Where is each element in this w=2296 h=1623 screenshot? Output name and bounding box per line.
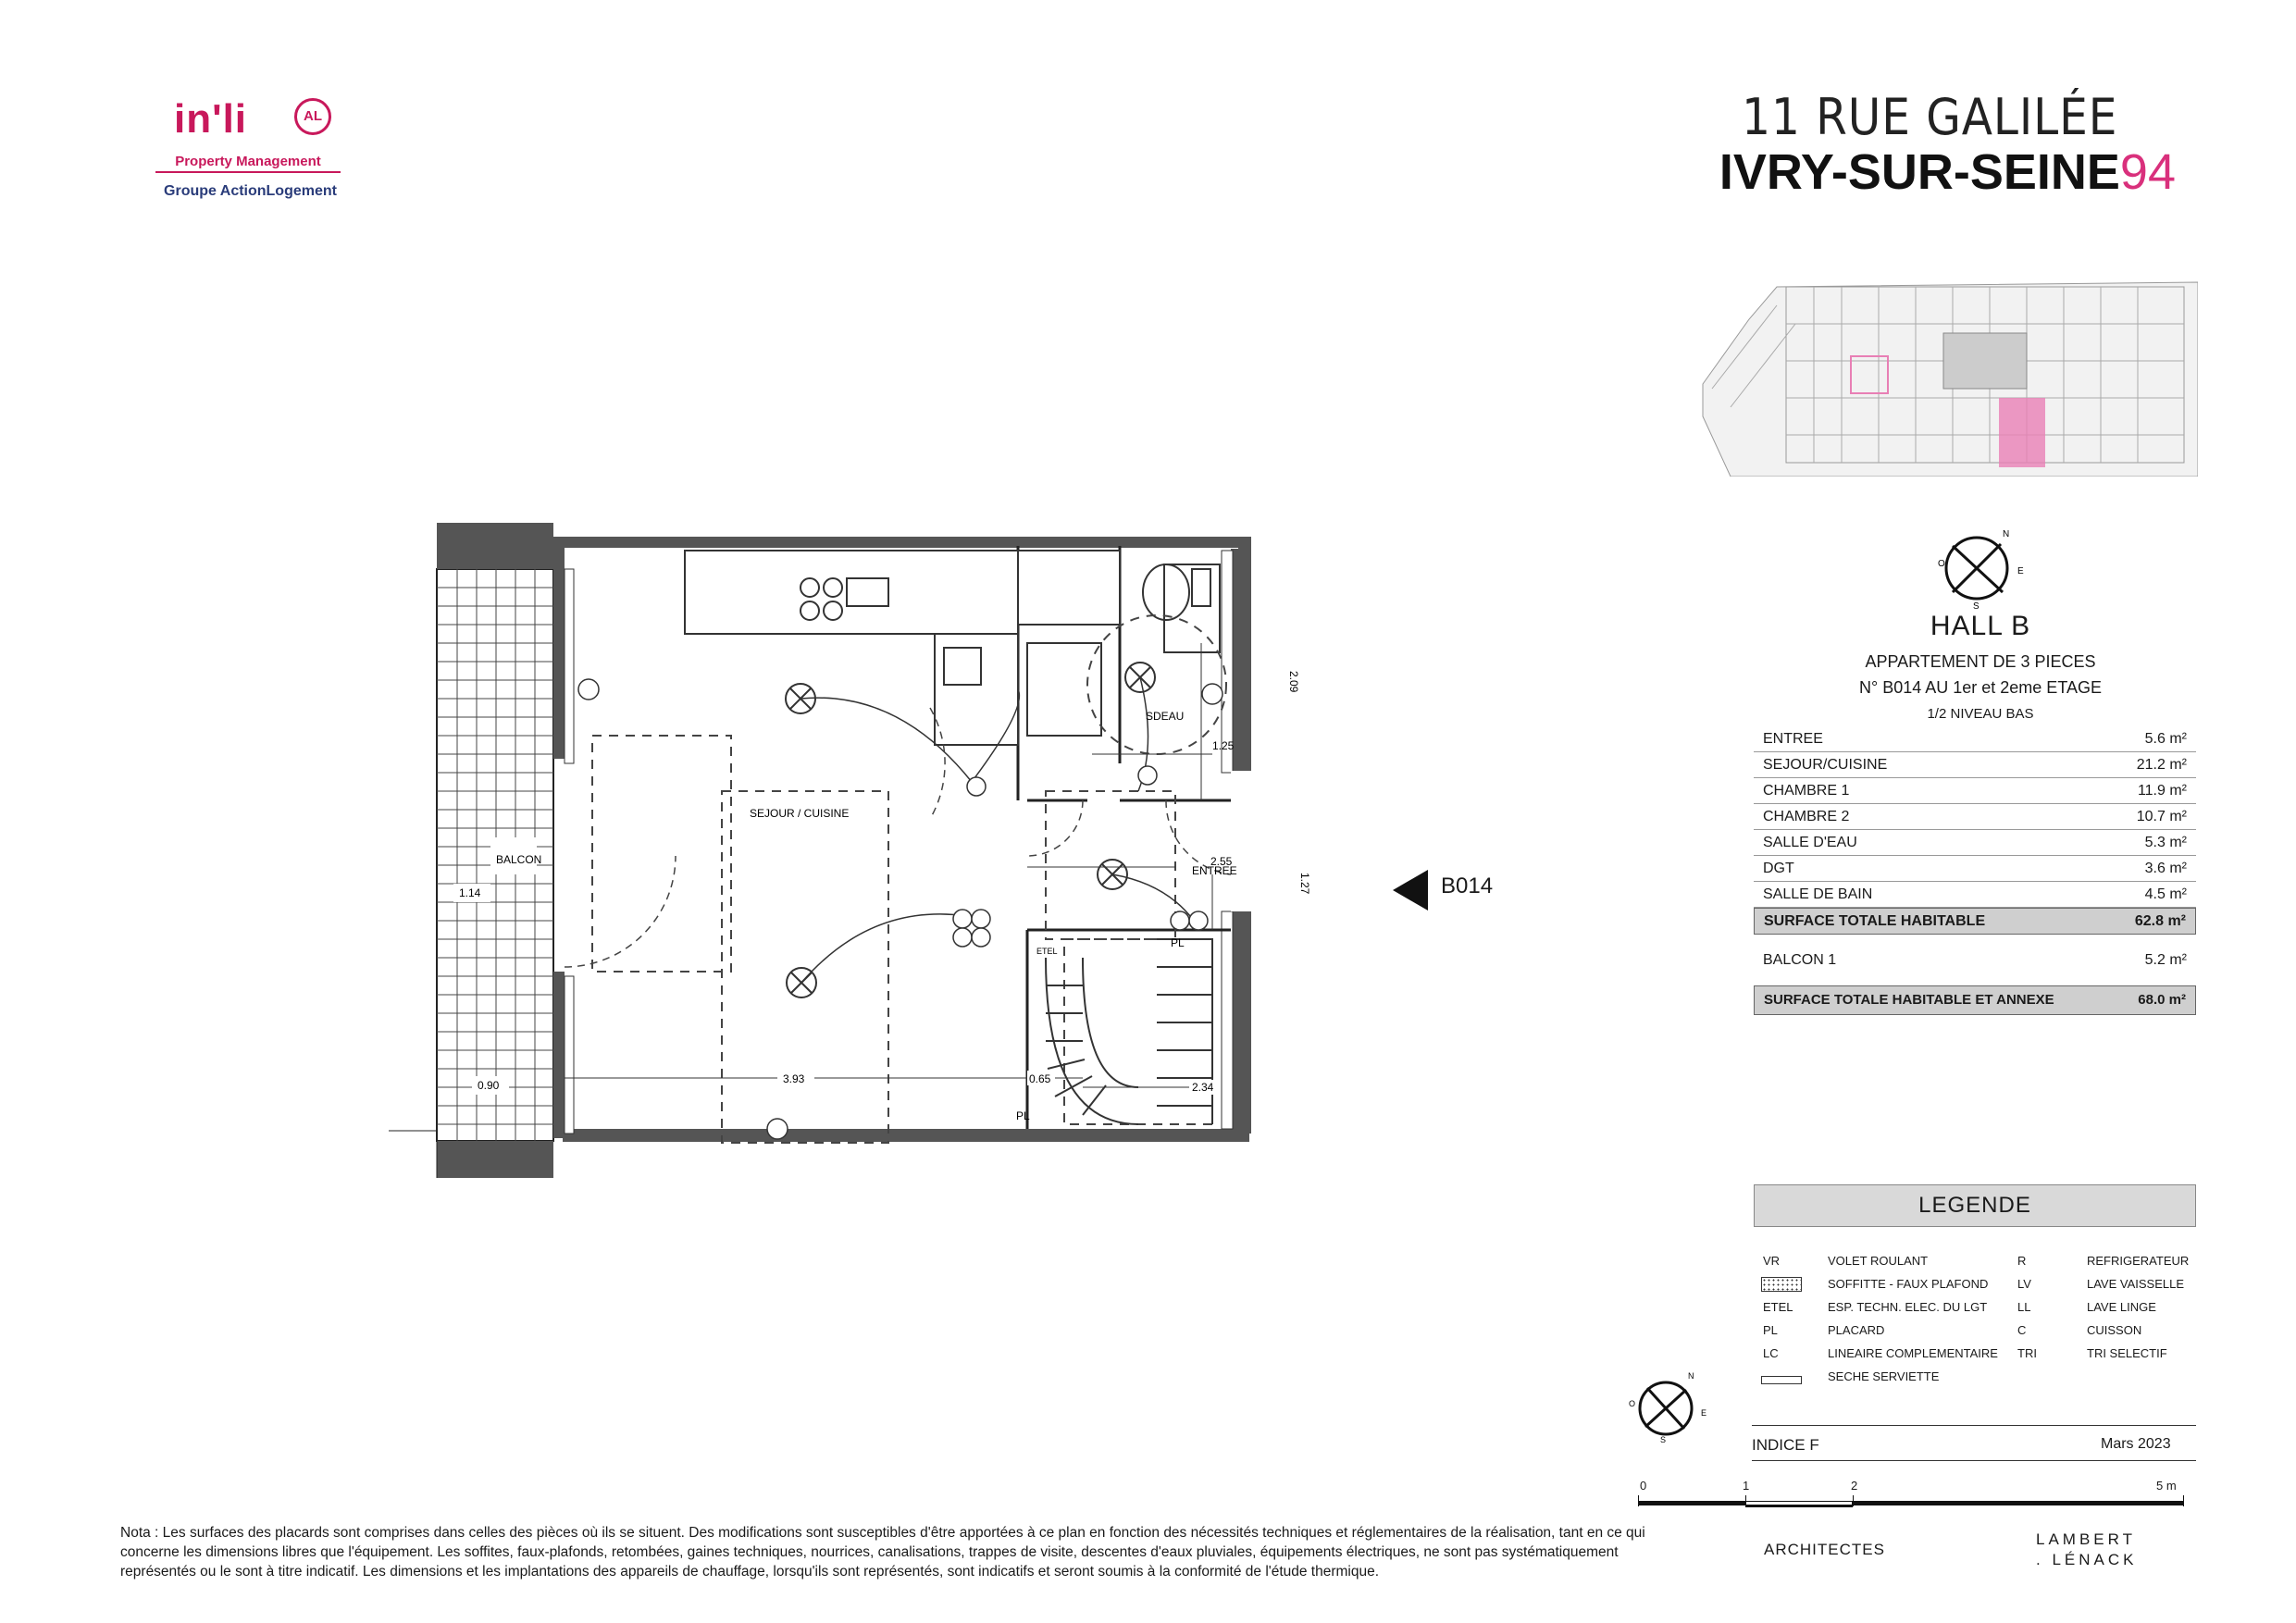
surface-value: 5.6 m² bbox=[2144, 731, 2187, 747]
grand-total-row bbox=[1754, 985, 2196, 1015]
surface-label: DGT bbox=[1763, 861, 1794, 876]
room-label-etel: ETEL bbox=[1036, 947, 1058, 956]
architect-name-1: LAMBERT bbox=[2036, 1530, 2136, 1548]
legend-list bbox=[1754, 1254, 2198, 1393]
surface-row bbox=[1754, 856, 2196, 882]
legend-row bbox=[1754, 1369, 2198, 1393]
legend-code: LC bbox=[1763, 1346, 1779, 1360]
legend-code: PL bbox=[1763, 1323, 1778, 1337]
dim-label: 3.93 bbox=[783, 1072, 805, 1085]
logo-group: Groupe ActionLogement bbox=[164, 183, 337, 199]
balcony-area bbox=[437, 523, 553, 1178]
surface-row bbox=[1754, 752, 2196, 778]
kitchen bbox=[685, 551, 1018, 745]
surface-value: 4.5 m² bbox=[2144, 886, 2187, 902]
spacer bbox=[1754, 935, 2196, 948]
legend-header: LEGENDE bbox=[1754, 1184, 2196, 1227]
dim-label: 2.55 bbox=[1210, 855, 1233, 868]
compass-o: O bbox=[1938, 559, 1945, 569]
placard-label: PL bbox=[1171, 936, 1185, 949]
compass-s: S bbox=[1973, 601, 1980, 611]
surface-label: SALLE D'EAU bbox=[1763, 835, 1857, 850]
legend-text: PLACARD bbox=[1828, 1323, 1885, 1337]
legend-text: SOFFITTE - FAUX PLAFOND bbox=[1828, 1277, 1989, 1291]
architects-label: ARCHITECTES bbox=[1764, 1541, 1885, 1558]
apartment-type: APPARTEMENT DE 3 PIECES bbox=[1865, 652, 2096, 671]
scale-label: 1 bbox=[1743, 1479, 1750, 1493]
legend-row bbox=[1754, 1277, 2198, 1300]
logo-subtitle: Property Management bbox=[155, 154, 341, 173]
scale-label: 0 bbox=[1640, 1479, 1647, 1493]
surface-label: CHAMBRE 2 bbox=[1763, 809, 1850, 824]
legend-row bbox=[1754, 1346, 2198, 1369]
svg-text:S: S bbox=[1660, 1435, 1667, 1443]
address-city bbox=[1719, 143, 2176, 201]
scale-label: 2 bbox=[1851, 1479, 1858, 1493]
legend-text: LAVE LINGE bbox=[2087, 1300, 2156, 1314]
dim-label: 0.65 bbox=[1029, 1072, 1051, 1085]
small-compass-icon bbox=[1629, 1369, 1712, 1443]
legend-text: SECHE SERVIETTE bbox=[1828, 1369, 1940, 1383]
legend-code: C bbox=[2017, 1323, 2027, 1337]
surface-label: SEJOUR/CUISINE bbox=[1763, 757, 1888, 773]
legend-row bbox=[1754, 1254, 2198, 1277]
legend-text: TRI SELECTIF bbox=[2087, 1346, 2167, 1360]
scale-label: 5 m bbox=[2156, 1479, 2177, 1493]
surface-label: ENTREE bbox=[1763, 731, 1823, 747]
room-label-entree: ENTREE bbox=[1192, 864, 1237, 877]
annex-label: BALCON 1 bbox=[1763, 952, 1837, 968]
towel-dryer-swatch-icon bbox=[1761, 1373, 1802, 1387]
legend-text: LINEAIRE COMPLEMENTAIRE bbox=[1828, 1346, 1998, 1360]
staircase bbox=[1046, 939, 1212, 1124]
architect-name-2: . LÉNACK bbox=[2036, 1551, 2138, 1568]
electrical-outlets bbox=[578, 679, 1222, 1139]
legend-text: REFRIGERATEUR bbox=[2087, 1254, 2190, 1268]
surface-row bbox=[1754, 804, 2196, 830]
logo-badge: AL bbox=[294, 98, 331, 135]
surface-row bbox=[1754, 726, 2196, 752]
shower bbox=[1018, 551, 1210, 736]
hall-label: HALL B bbox=[1930, 611, 2031, 641]
surface-label: SALLE DE BAIN bbox=[1763, 886, 1873, 902]
annex-value: 5.2 m² bbox=[2144, 952, 2187, 968]
legend-code: VR bbox=[1763, 1254, 1781, 1268]
surface-label: CHAMBRE 1 bbox=[1763, 783, 1850, 799]
room-label-sdeau: SDEAU bbox=[1146, 710, 1185, 723]
disclaimer-note: Nota : Les surfaces des placards sont comprises dans celles des pièces où ils se situent. Des modifications sont susceptibles d'être apportées à ce plan en fonction des nécessités techniques et réglementaires de la réalisation, tant en ce qui concerne les dimensions libres que l'équipement. Les soffites, faux-plafonds, retombées, gaines techniques, nourrices, canalisations, trappes de visite, descentes d'eaux pluviales, équipements électriques, ne sont pas systématiquement représentés ou le sont à titre indicatif. Les dimensions et les implantations des appareils de chauffage, lorsqu'ils sont représentés, sont indicatifs et seront soumis à la conformité de l'étude thermique. bbox=[120, 1525, 1645, 1580]
logo-brand: in'li bbox=[174, 96, 248, 142]
grand-total-value: 68.0 m² bbox=[2138, 992, 2186, 1008]
entrance-arrow-icon bbox=[1393, 870, 1428, 911]
compass-e: E bbox=[2017, 566, 2024, 576]
legend-code: R bbox=[2017, 1254, 2027, 1268]
city-name: IVRY-SUR-SEINE bbox=[1719, 144, 2120, 200]
legend-code: LL bbox=[2017, 1300, 2031, 1314]
surface-total-row bbox=[1754, 908, 2196, 935]
legend-text: ESP. TECHN. ELEC. DU LGT bbox=[1828, 1300, 1988, 1314]
level-label: 1/2 NIVEAU BAS bbox=[1927, 706, 2034, 722]
grand-total-label: SURFACE TOTALE HABITABLE ET ANNEXE bbox=[1764, 992, 2054, 1008]
surface-value: 5.3 m² bbox=[2144, 835, 2187, 850]
surface-total-value: 62.8 m² bbox=[2134, 913, 2186, 929]
room-label-sejour: SEJOUR / CUISINE bbox=[750, 807, 850, 820]
dim-label: 0.90 bbox=[478, 1079, 500, 1092]
address-street: 11 RUE GALILÉE bbox=[1741, 88, 2117, 146]
inli-logo bbox=[155, 96, 359, 207]
balcony-label: BALCON bbox=[496, 853, 542, 866]
surfaces-table bbox=[1754, 726, 2196, 1015]
surface-value: 11.9 m² bbox=[2137, 783, 2187, 799]
dim-label: 2.34 bbox=[1192, 1081, 1214, 1094]
legend-code: LV bbox=[2017, 1277, 2031, 1291]
compass-n: N bbox=[2003, 529, 2010, 539]
compass-icon bbox=[1936, 526, 2029, 611]
legend-code: TRI bbox=[2017, 1346, 2037, 1360]
surface-row bbox=[1754, 882, 2196, 908]
dim-label: 1.25 bbox=[1212, 739, 1235, 752]
date-label: Mars 2023 bbox=[2101, 1436, 2171, 1452]
dept-number: 94 bbox=[2119, 144, 2176, 200]
dim-label: 1.27 bbox=[1298, 873, 1311, 895]
legend-code: ETEL bbox=[1763, 1300, 1793, 1314]
legend-row bbox=[1754, 1323, 2198, 1346]
svg-text:O: O bbox=[1629, 1399, 1636, 1408]
surface-total-label: SURFACE TOTALE HABITABLE bbox=[1764, 913, 1986, 929]
building-key-plan bbox=[1694, 268, 2198, 477]
floor-plan bbox=[379, 523, 1370, 1189]
legend-text: CUISSON bbox=[2087, 1323, 2142, 1337]
scale-bar bbox=[1629, 1471, 2203, 1527]
dim-label: 1.14 bbox=[459, 886, 481, 899]
placard-label: PL bbox=[1016, 1109, 1030, 1122]
indice-label: INDICE F bbox=[1752, 1436, 1819, 1454]
annex-row bbox=[1754, 948, 2196, 973]
dim-label: 2.09 bbox=[1287, 671, 1300, 693]
legend-row bbox=[1754, 1300, 2198, 1323]
surface-row bbox=[1754, 830, 2196, 856]
surface-row bbox=[1754, 778, 2196, 804]
surface-value: 10.7 m² bbox=[2136, 809, 2187, 824]
apartment-number: N° B014 AU 1er et 2eme ETAGE bbox=[1859, 678, 2102, 697]
spacer bbox=[1754, 973, 2196, 985]
surface-value: 3.6 m² bbox=[2144, 861, 2187, 876]
unit-marker-label: B014 bbox=[1441, 873, 1494, 898]
highlighted-unit bbox=[1999, 398, 2045, 467]
svg-text:N: N bbox=[1688, 1371, 1694, 1381]
svg-text:E: E bbox=[1701, 1408, 1707, 1418]
surface-value: 21.2 m² bbox=[2136, 757, 2187, 773]
architects-logo bbox=[2036, 1530, 2137, 1570]
legend-text: LAVE VAISSELLE bbox=[2087, 1277, 2185, 1291]
legend-text: VOLET ROULANT bbox=[1828, 1254, 1929, 1268]
soffite-swatch-icon bbox=[1761, 1277, 1802, 1295]
